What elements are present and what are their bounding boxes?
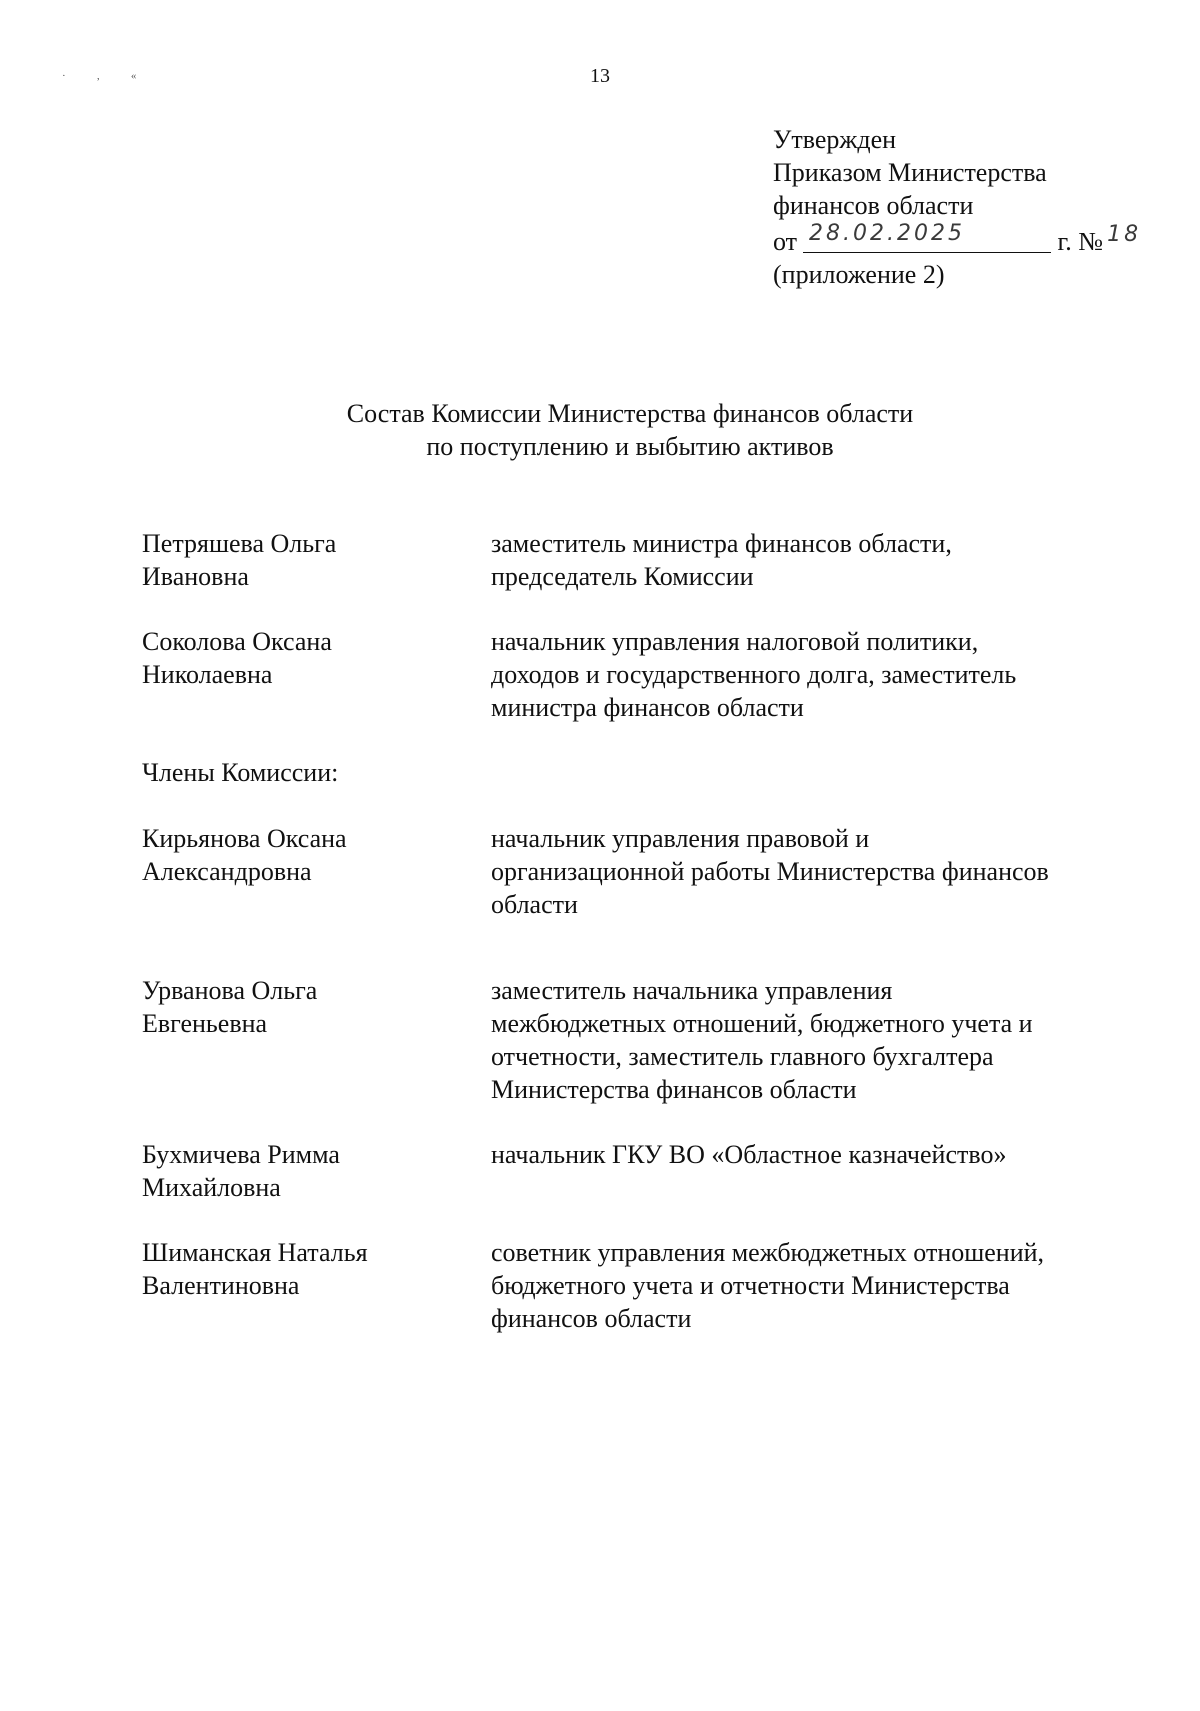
- member-name-line-2: Евгеньевна: [142, 1009, 268, 1038]
- approval-appendix: (приложение 2): [773, 260, 945, 289]
- member-role-line: министра финансов области: [491, 693, 804, 722]
- member-name-line-1: Бухмичева Римма: [142, 1140, 340, 1169]
- member-name: [142, 1138, 472, 1204]
- approval-line-3: финансов области: [773, 191, 974, 220]
- member-name: [142, 974, 472, 1040]
- approval-stamp: [773, 123, 1155, 291]
- member-name: [142, 625, 472, 691]
- members-section-label: Члены Комиссии:: [142, 758, 339, 787]
- document-title-line-2: по поступлению и выбытию активов: [426, 432, 834, 461]
- member-role-line: начальник управления налоговой политики,: [491, 627, 979, 656]
- approval-date-handwritten: 28.02.2025: [809, 221, 965, 246]
- approval-number-field: [1103, 223, 1155, 253]
- member-name-line-2: Михайловна: [142, 1173, 281, 1202]
- member-name: [142, 822, 472, 888]
- approval-date-field: [803, 222, 1051, 253]
- member-name-line-1: Шиманская Наталья: [142, 1238, 368, 1267]
- approval-line-2: Приказом Министерства: [773, 158, 1047, 187]
- member-role: [491, 822, 1131, 921]
- member-name-line-1: Урванова Ольга: [142, 976, 318, 1005]
- approval-year-suffix: г. №: [1057, 227, 1104, 256]
- member-name: [142, 1236, 472, 1302]
- member-role: [491, 1236, 1131, 1335]
- approval-from-label: от: [773, 227, 798, 256]
- approval-number-handwritten: 18: [1107, 222, 1142, 247]
- document-title: [0, 397, 1200, 463]
- member-role: [491, 1138, 1131, 1171]
- member-role: [491, 625, 1131, 724]
- scan-marks: · ‚ «: [62, 70, 151, 82]
- member-role-line: заместитель министра финансов области,: [491, 529, 952, 558]
- member-name-line-2: Александровна: [142, 857, 312, 886]
- member-role-line: области: [491, 890, 578, 919]
- member-role-line: доходов и государственного долга, заместитель: [491, 660, 1017, 689]
- member-name-line-1: Соколова Оксана: [142, 627, 332, 656]
- member-name-line-2: Валентиновна: [142, 1271, 300, 1300]
- approval-line-1: Утвержден: [773, 125, 897, 154]
- member-role-line: финансов области: [491, 1304, 692, 1333]
- member-name: [142, 527, 472, 593]
- member-role-line: советник управления межбюджетных отношений,: [491, 1238, 1045, 1267]
- member-name-line-2: Николаевна: [142, 660, 273, 689]
- member-role-line: организационной работы Министерства финансов: [491, 857, 1049, 886]
- member-role-line: отчетности, заместитель главного бухгалтера: [491, 1042, 994, 1071]
- member-role: [491, 527, 1131, 593]
- member-name-line-1: Петряшева Ольга: [142, 529, 337, 558]
- member-role-line: начальник управления правовой и: [491, 824, 870, 853]
- member-role: [491, 974, 1131, 1106]
- page-number: 13: [590, 65, 610, 87]
- approval-order-row: [773, 222, 1155, 258]
- member-name-line-1: Кирьянова Оксана: [142, 824, 347, 853]
- member-role-line: Министерства финансов области: [491, 1075, 857, 1104]
- member-role-line: бюджетного учета и отчетности Министерства: [491, 1271, 1010, 1300]
- member-role-line: начальник ГКУ ВО «Областное казначейство»: [491, 1140, 1007, 1169]
- member-role-line: межбюджетных отношений, бюджетного учета и: [491, 1009, 1033, 1038]
- document-title-line-1: Состав Комиссии Министерства финансов области: [346, 399, 914, 428]
- member-role-line: заместитель начальника управления: [491, 976, 893, 1005]
- member-name-line-2: Ивановна: [142, 562, 249, 591]
- member-role-line: председатель Комиссии: [491, 562, 754, 591]
